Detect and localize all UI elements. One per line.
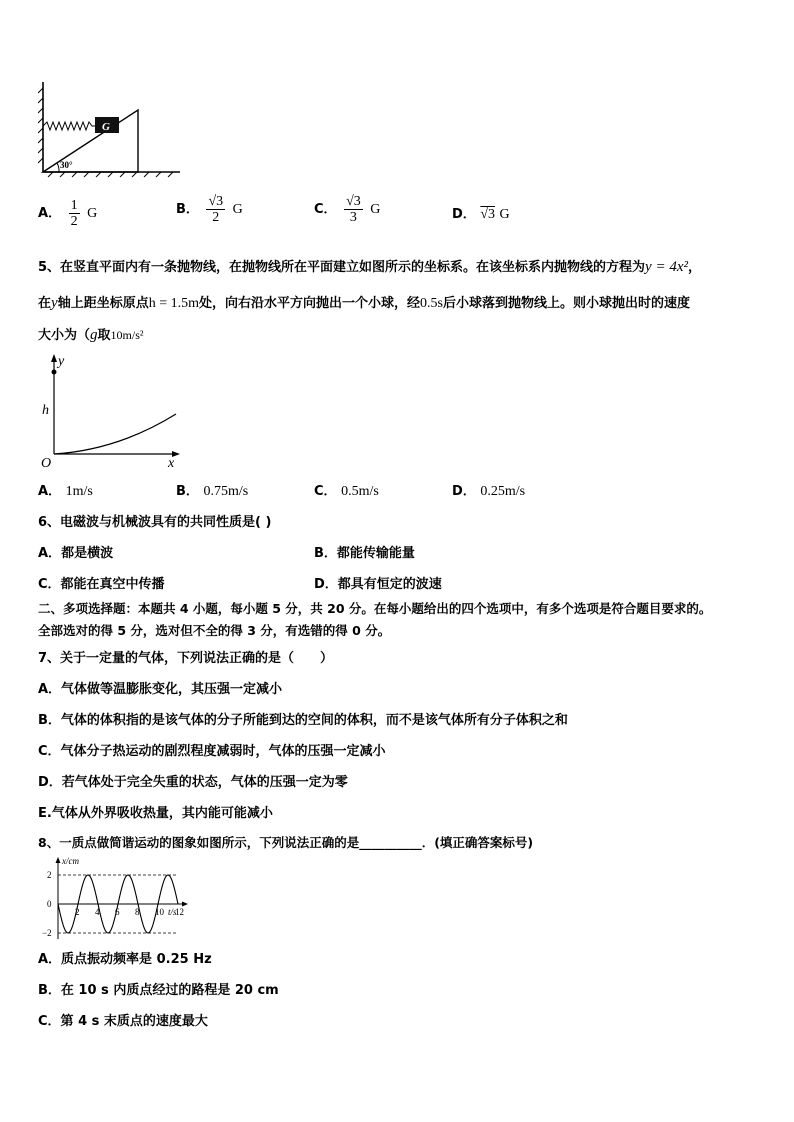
shm-t-axis-label: t/s bbox=[168, 907, 177, 917]
y-axis-label: y bbox=[58, 354, 65, 369]
angle-label: 30° bbox=[60, 160, 73, 170]
shm-t-tick-8: 8 bbox=[135, 907, 140, 917]
shm-t-tick-6: 6 bbox=[115, 907, 120, 917]
q6-option-c[interactable]: C．都能在真空中传播 bbox=[38, 577, 165, 592]
q6-option-a[interactable]: A．都是横波 bbox=[38, 546, 114, 561]
q8-option-c[interactable]: C．第 4 s 末质点的速度最大 bbox=[38, 1014, 208, 1029]
shm-t-tick-2: 2 bbox=[75, 907, 80, 917]
origin-label: O bbox=[41, 456, 52, 470]
q5-line1: 5、在竖直平面内有一条抛物线，在抛物线所在平面建立如图所示的坐标系。在该坐标系内抛物线的方程为y = 4x²， bbox=[38, 259, 701, 275]
q8-option-b[interactable]: B．在 10 s 内质点经过的路程是 20 cm bbox=[38, 983, 279, 998]
q8-stem: 8、一质点做简谐运动的图象如图所示，下列说法正确的是__________．(填正确答案标号) bbox=[38, 835, 534, 850]
q7-option-c[interactable]: C．气体分子热运动的剧烈程度减弱时，气体的压强一定减小 bbox=[38, 744, 386, 759]
q5-option-b[interactable]: B． 0.75m/s bbox=[176, 484, 249, 499]
x-axis-label: x bbox=[168, 456, 175, 470]
shm-t-tick-4: 4 bbox=[95, 907, 100, 917]
q7-option-d[interactable]: D．若气体处于完全失重的状态，气体的压强一定为零 bbox=[38, 775, 348, 790]
section2-line2: 全部选对的得 5 分，选对但不全的得 3 分，有选错的得 0 分。 bbox=[38, 623, 391, 638]
shm-y-tick-2: 2 bbox=[47, 870, 52, 880]
q7-option-b[interactable]: B．气体的体积指的是该气体的分子所能到达的空间的体积，而不是该气体所有分子体积之和 bbox=[38, 713, 568, 728]
shm-t-tick-12: 12 bbox=[175, 907, 184, 917]
shm-y-tick-neg2: −2 bbox=[42, 928, 52, 938]
q5-line3: 大小为（g取10m/s² bbox=[38, 327, 144, 343]
q6-option-b[interactable]: B．都能传输能量 bbox=[314, 546, 415, 561]
q7-stem: 7、关于一定量的气体，下列说法正确的是（ ） bbox=[38, 651, 334, 666]
incline-spring-figure bbox=[38, 80, 183, 178]
block-label: G bbox=[102, 121, 110, 133]
q5-line2: 在y轴上距坐标原点h = 1.5m处，向右沿水平方向抛出一个小球，经0.5s后小球落到抛物线上。则小球抛出时的速度 bbox=[38, 295, 690, 311]
q6-stem: 6、电磁波与机械波具有的共同性质是( ) bbox=[38, 515, 272, 530]
q7-option-a[interactable]: A．气体做等温膨胀变化，其压强一定减小 bbox=[38, 682, 283, 697]
shm-y-tick-0: 0 bbox=[47, 899, 52, 909]
q6-option-d[interactable]: D．都具有恒定的波速 bbox=[314, 577, 442, 592]
shm-y-axis-label: x/cm bbox=[62, 856, 79, 866]
q5-option-c[interactable]: C． 0.5m/s bbox=[314, 484, 379, 499]
q4-option-b[interactable]: B． $\frac{√3}{2}$ G bbox=[176, 194, 243, 225]
q4-option-a[interactable]: A． $\frac{1}{2}$ G bbox=[38, 198, 98, 229]
q5-option-a[interactable]: A． 1m/s bbox=[38, 484, 93, 499]
q7-option-e[interactable]: E.气体从外界吸收热量，其内能可能减小 bbox=[38, 806, 273, 821]
shm-graph bbox=[38, 855, 198, 943]
q4-option-d[interactable]: D． √3 G bbox=[452, 207, 510, 222]
section2-line1: 二、多项选择题：本题共 4 小题，每小题 5 分，共 20 分。在每小题给出的四个选项中，有多个选项是符合题目要求的。 bbox=[38, 601, 712, 616]
q8-option-a[interactable]: A．质点振动频率是 0.25 Hz bbox=[38, 952, 212, 967]
q4-option-c[interactable]: C． $\frac{√3}{3}$ G bbox=[314, 194, 381, 225]
q5-option-d[interactable]: D． 0.25m/s bbox=[452, 484, 526, 499]
parabola-figure bbox=[38, 352, 183, 470]
h-label: h bbox=[42, 403, 49, 418]
shm-t-tick-10: 10 bbox=[155, 907, 164, 917]
